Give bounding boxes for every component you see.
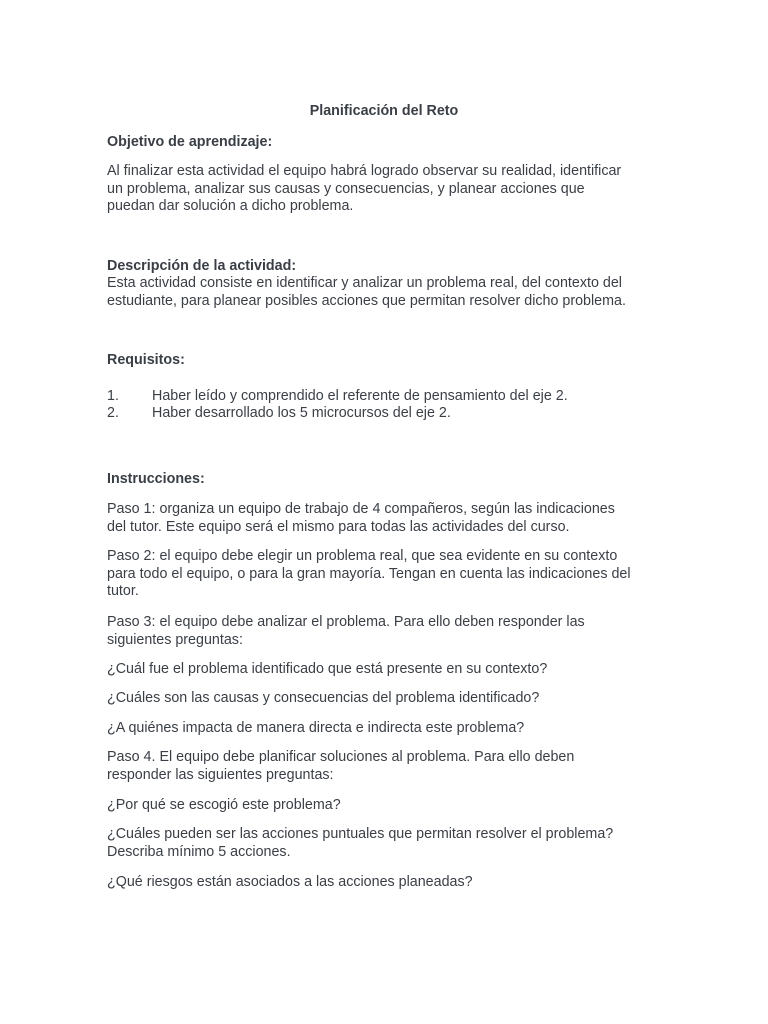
step-line: del tutor. Este equipo será el mismo para todas las actividades del curso. xyxy=(107,518,570,535)
step-4-paragraph xyxy=(107,749,667,784)
question-6: ¿Qué riesgos están asociados a las acciones planeadas? xyxy=(107,874,473,890)
instructions-heading: Instrucciones: xyxy=(107,471,205,487)
requirements-heading: Requisitos: xyxy=(107,352,185,368)
question-line: Describa mínimo 5 acciones. xyxy=(107,843,291,860)
objective-line: un problema, analizar sus causas y consecuencias, y planear acciones que xyxy=(107,180,585,197)
question-line: ¿Cuáles pueden ser las acciones puntuales que permitan resolver el problema? xyxy=(107,826,614,842)
question-2: ¿Cuáles son las causas y consecuencias del problema identificado? xyxy=(107,690,540,706)
description-paragraph xyxy=(107,275,667,310)
step-3-paragraph xyxy=(107,614,667,649)
list-number: 1. xyxy=(107,388,119,404)
step-line: siguientes preguntas: xyxy=(107,631,243,648)
step-line: Paso 4. El equipo debe planificar soluciones al problema. Para ello deben xyxy=(107,749,575,765)
description-line: Esta actividad consiste en identificar y analizar un problema real, del contexto del xyxy=(107,275,622,291)
step-line: tutor. xyxy=(107,583,139,599)
description-line: estudiante, para planear posibles acciones que permitan resolver dicho problema. xyxy=(107,292,626,309)
step-line: Paso 2: el equipo debe elegir un problema real, que sea evidente en su contexto xyxy=(107,548,618,564)
question-5 xyxy=(107,826,667,861)
question-4: ¿Por qué se escogió este problema? xyxy=(107,797,341,813)
step-line: para todo el equipo, o para la gran mayoría. Tengan en cuenta las indicaciones del xyxy=(107,565,631,582)
list-text: Haber desarrollado los 5 microcursos del eje 2. xyxy=(152,405,451,421)
objective-paragraph xyxy=(107,163,667,216)
list-number: 2. xyxy=(107,405,119,421)
step-2-paragraph xyxy=(107,548,667,601)
objective-heading: Objetivo de aprendizaje: xyxy=(107,134,273,150)
step-line: Paso 1: organiza un equipo de trabajo de 4 compañeros, según las indicaciones xyxy=(107,501,615,517)
list-text: Haber leído y comprendido el referente de pensamiento del eje 2. xyxy=(152,388,568,404)
question-1: ¿Cuál fue el problema identificado que está presente en su contexto? xyxy=(107,661,548,677)
description-heading: Descripción de la actividad: xyxy=(107,258,297,274)
step-line: responder las siguientes preguntas: xyxy=(107,766,334,783)
list-item xyxy=(107,405,667,423)
question-3: ¿A quiénes impacta de manera directa e indirecta este problema? xyxy=(107,720,525,736)
step-1-paragraph xyxy=(107,501,667,536)
document-title: Planificación del Reto xyxy=(309,103,459,119)
objective-line: Al finalizar esta actividad el equipo habrá logrado observar su realidad, identificar xyxy=(107,163,622,179)
list-item xyxy=(107,388,667,406)
step-line: Paso 3: el equipo debe analizar el problema. Para ello deben responder las xyxy=(107,614,585,630)
objective-line: puedan dar solución a dicho problema. xyxy=(107,198,354,214)
